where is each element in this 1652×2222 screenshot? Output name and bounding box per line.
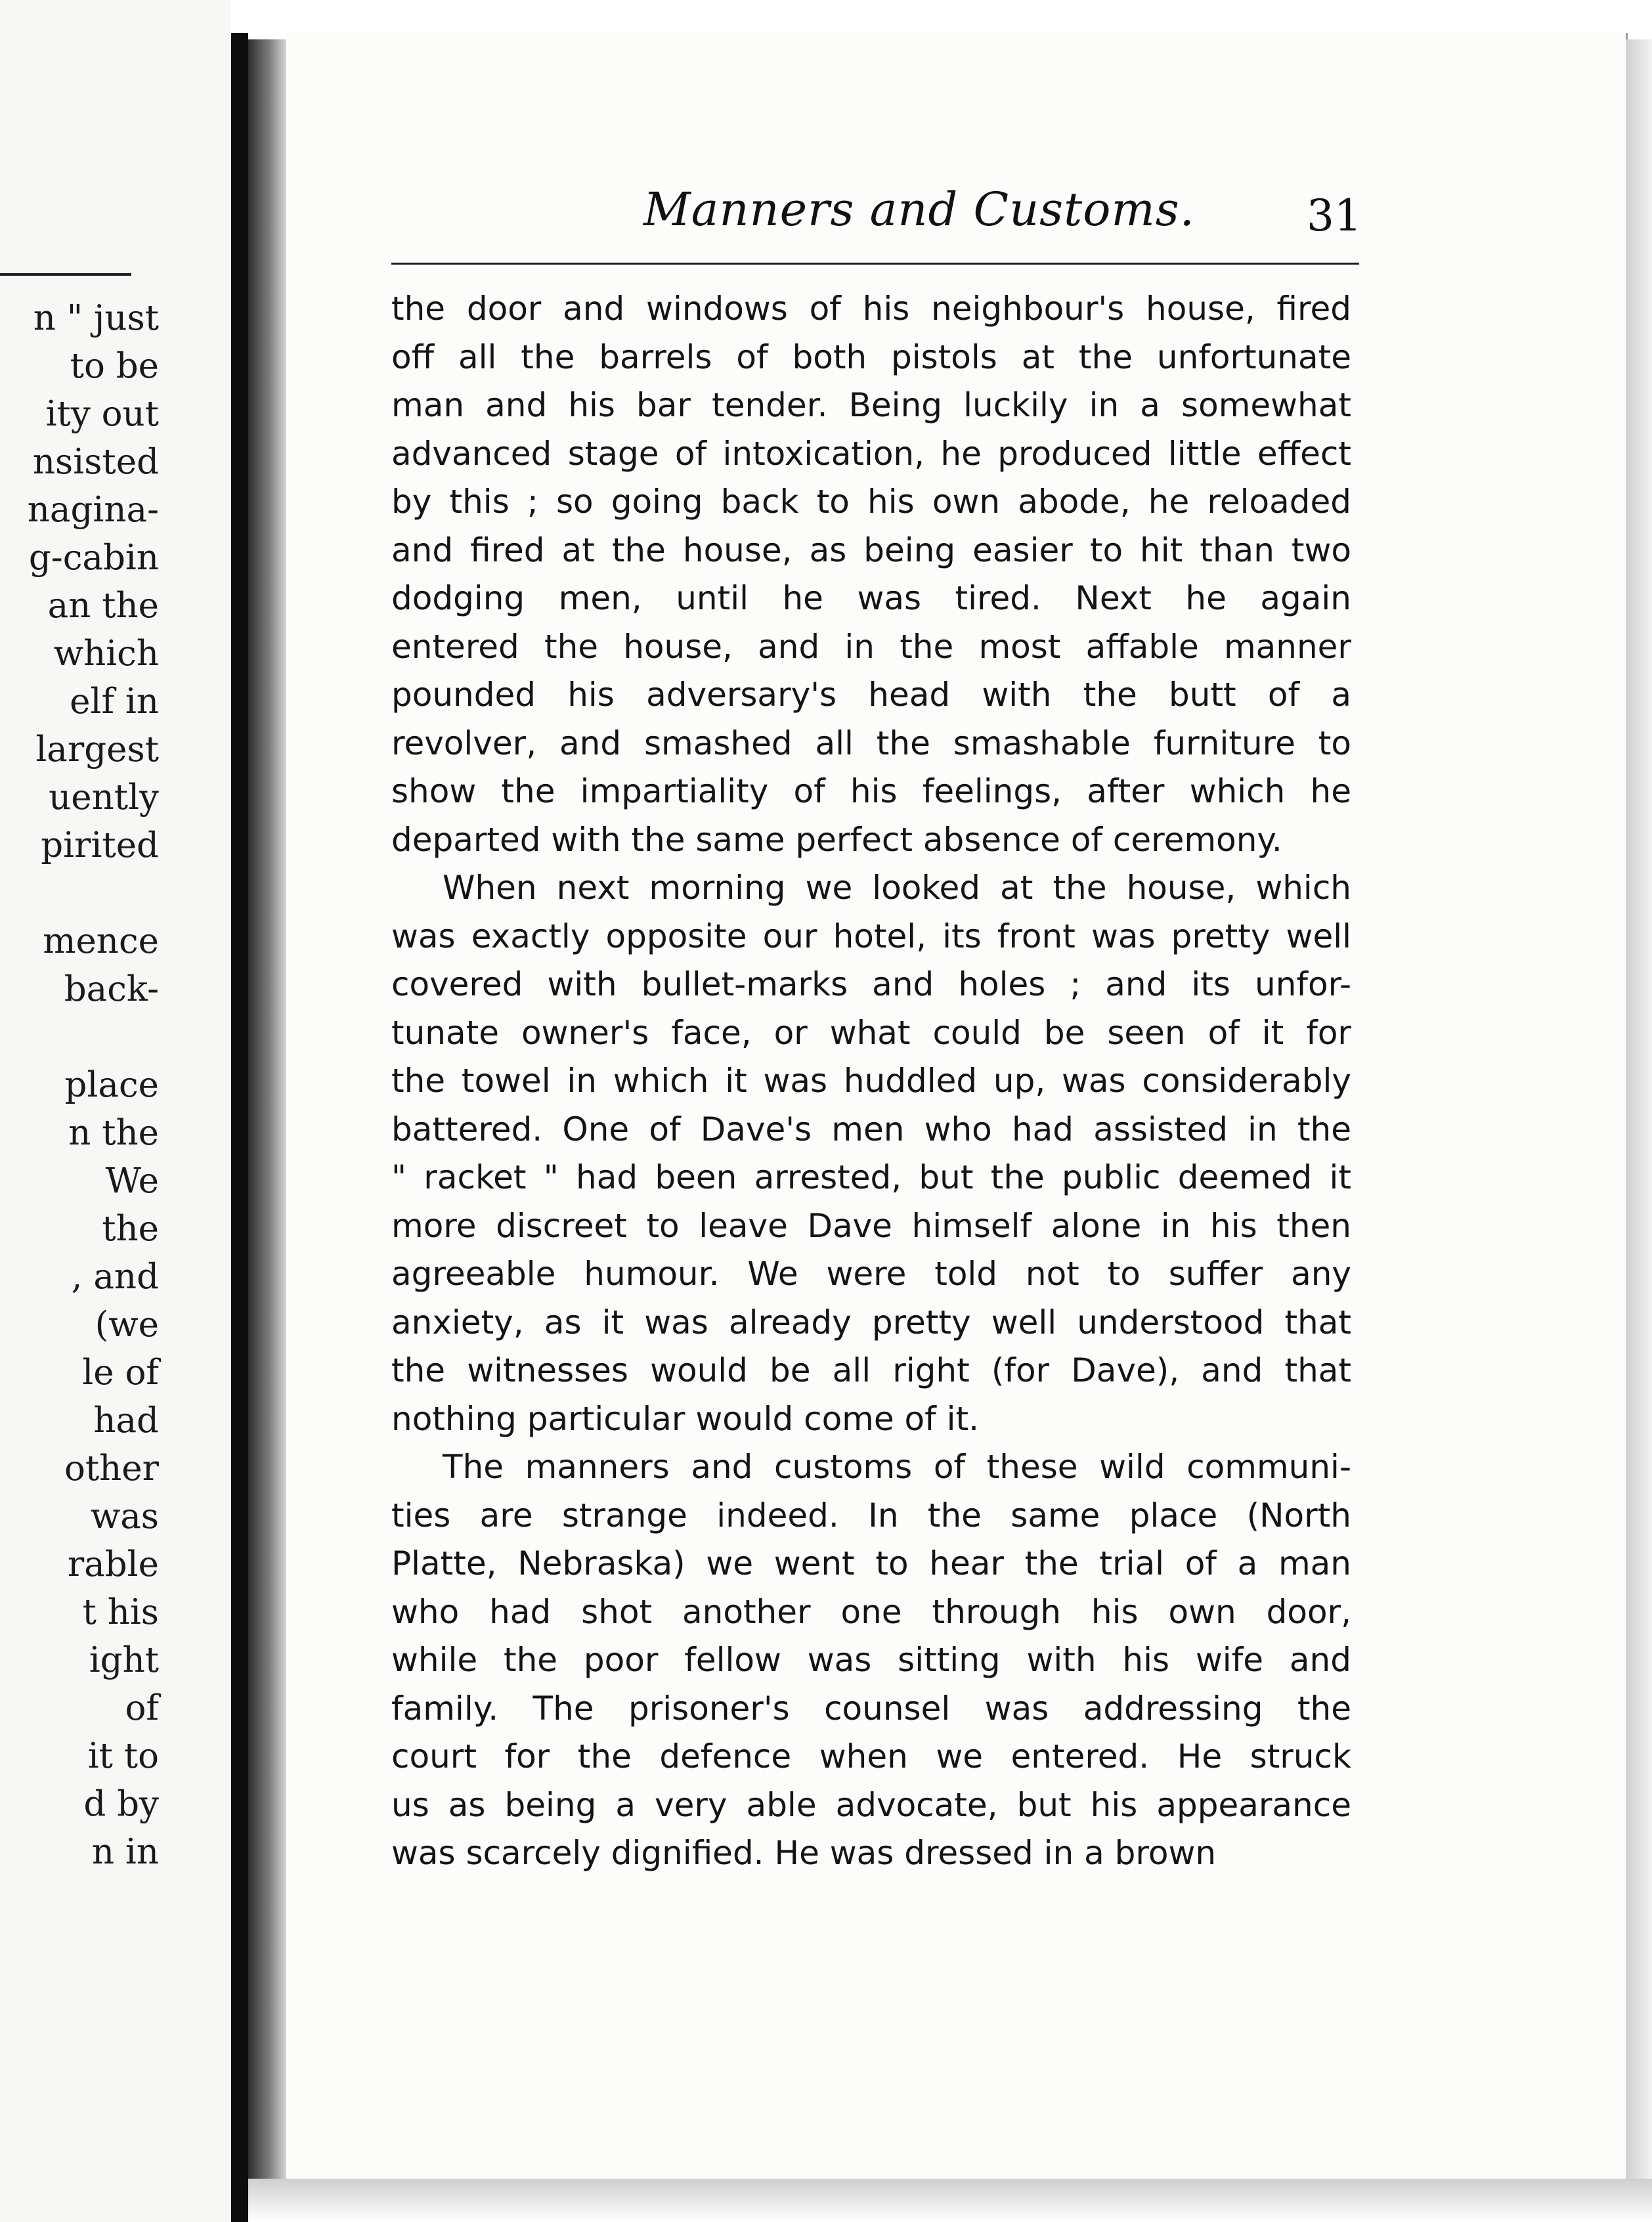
previous-page-line (28, 869, 159, 917)
previous-page-line: an the (47, 586, 159, 626)
previous-page-line: d by (83, 1784, 159, 1824)
previous-page-line: which (53, 634, 159, 674)
previous-page-line: it to (87, 1736, 159, 1776)
previous-page-line: n " just (33, 298, 159, 338)
text-line: The manners and customs of these wild communi- (443, 1448, 1351, 1486)
text-line: pounded his adversary's head with the butt of a (391, 676, 1351, 714)
previous-page-rule (0, 273, 131, 276)
previous-page-line: n in (91, 1832, 159, 1872)
previous-page-line: rable (67, 1544, 159, 1584)
book-gutter (231, 0, 248, 2222)
previous-page-line: We (105, 1161, 159, 1201)
text-line: entered the house, and in the most affable manner (391, 627, 1351, 666)
text-line: by this ; so going back to his own abode, he reloaded (391, 483, 1351, 521)
text-line: Platte, Nebraska) we went to hear the trial of a man (391, 1544, 1351, 1582)
previous-page-line: le of (82, 1353, 159, 1393)
previous-page-line: t his (82, 1592, 159, 1632)
text-line: show the impartiality of his feelings, after which he (391, 772, 1351, 810)
text-line: off all the barrels of both pistols at the unfortunate (391, 338, 1351, 376)
text-line: and fired at the house, as being easier to hit than two (391, 531, 1351, 569)
gutter-shadow (248, 39, 286, 2187)
text-line: agreeable humour. We were told not to suffer any (391, 1255, 1351, 1293)
previous-page-line: other (64, 1449, 159, 1489)
header-rule (391, 263, 1359, 265)
previous-page-fragment (0, 0, 231, 2222)
page-bottom-shadow (248, 2179, 1652, 2222)
text-line: us as being a very able advocate, but his appearance (391, 1785, 1351, 1824)
previous-page-line: nagina- (27, 490, 159, 530)
previous-page-line: ity out (45, 394, 159, 434)
text-line: more discreet to leave Dave himself alone in his then (391, 1206, 1351, 1245)
previous-page-line: was (90, 1496, 159, 1536)
previous-page-line: pirited (41, 825, 159, 865)
text-line: When next morning we looked at the house, which (443, 869, 1351, 907)
text-line: the door and windows of his neighbour's house, fired (391, 290, 1351, 328)
text-line: was exactly opposite our hotel, its front was pretty well (391, 917, 1351, 955)
previous-page-line: mence (43, 921, 159, 961)
text-line: revolver, and smashed all the smashable furniture to (391, 724, 1351, 762)
previous-page-line: largest (35, 730, 159, 770)
top-margin (231, 0, 1652, 33)
paragraph (391, 1443, 1351, 1878)
previous-page-line: , and (71, 1257, 159, 1297)
text-line: battered. One of Dave's men who had assisted in the (391, 1110, 1351, 1148)
previous-page-line (28, 1013, 159, 1061)
text-line: departed with the same perfect absence of ceremony. (391, 820, 1282, 859)
previous-page-line: (we (95, 1305, 159, 1345)
previous-page-line: to be (70, 346, 159, 386)
text-line: covered with bullet-marks and holes ; and its unfor- (391, 965, 1351, 1003)
previous-page-line: of (125, 1688, 159, 1728)
body-text (391, 285, 1351, 1878)
text-line: the towel in which it was huddled up, was considerably (391, 1062, 1351, 1100)
previous-page-line: had (93, 1401, 159, 1441)
previous-page-line: elf in (70, 682, 159, 722)
paragraph (391, 285, 1351, 864)
text-line: court for the defence when we entered. He struck (391, 1737, 1351, 1775)
previous-page-text (28, 294, 159, 1876)
text-line: " racket " had been arrested, but the public deemed it (391, 1158, 1351, 1196)
previous-page-line: the (102, 1209, 159, 1249)
text-line: dodging men, until he was tired. Next he again (391, 579, 1351, 617)
text-line: man and his bar tender. Being luckily in a somewhat (391, 386, 1351, 424)
text-line: family. The prisoner's counsel was addressing the (391, 1689, 1351, 1728)
paragraph (391, 864, 1351, 1443)
previous-page-line: uently (49, 777, 159, 817)
previous-page-line: g-cabin (28, 538, 159, 578)
text-line: who had shot another one through his own door, (391, 1592, 1351, 1631)
previous-page-line: place (64, 1065, 159, 1105)
text-line: the witnesses would be all right (for Dave), and that (391, 1351, 1351, 1389)
text-line: anxiety, as it was already pretty well understood that (391, 1303, 1351, 1341)
page-number: 31 (1307, 190, 1362, 241)
text-line: advanced stage of intoxication, he produced little effect (391, 434, 1351, 473)
page-edge (1626, 39, 1652, 2187)
running-head: Manners and Customs. (643, 183, 1195, 236)
text-line: nothing particular would come of it. (391, 1399, 979, 1438)
text-line: was scarcely dignified. He was dressed in a brown (391, 1834, 1217, 1872)
previous-page-line: n the (68, 1113, 159, 1153)
previous-page-line: ight (89, 1640, 159, 1680)
text-line: while the poor fellow was sitting with his wife and (391, 1641, 1351, 1679)
text-line: tunate owner's face, or what could be seen of it for (391, 1013, 1351, 1052)
previous-page-line: back- (64, 969, 159, 1009)
text-line: ties are strange indeed. In the same place (North (391, 1496, 1351, 1535)
previous-page-line: nsisted (32, 442, 159, 482)
